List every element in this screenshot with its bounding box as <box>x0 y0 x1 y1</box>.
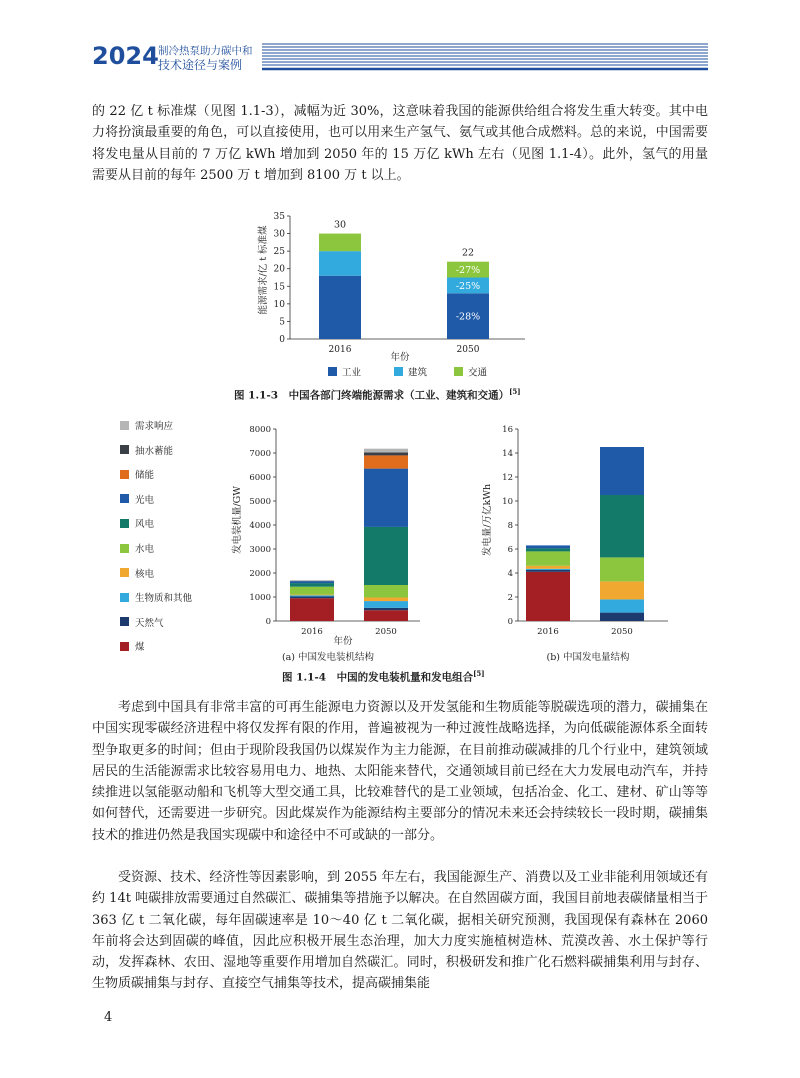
fig13-y-tick-label: 30 <box>273 229 285 240</box>
fig14a-y-tick-label: 4000 <box>249 521 271 531</box>
fig14a-bar-2050-储能 <box>364 455 408 468</box>
fig14a-bar-2050-水电 <box>364 585 408 597</box>
chart-fig-1-1-4a <box>228 420 428 662</box>
fig14-legend-label: 储能 <box>135 470 155 482</box>
fig14a-bar-2016-风电 <box>290 583 334 587</box>
fig14-legend-swatch <box>120 642 129 651</box>
fig14b-y-tick-label: 0 <box>507 617 513 627</box>
fig14a-bar-2050-抽水蓄能 <box>364 453 408 456</box>
fig14-legend-item <box>120 616 164 628</box>
fig13-legend-swatch-工业 <box>328 367 337 376</box>
fig13-category-label: 2016 <box>328 345 352 355</box>
fig14-legend-label: 天然气 <box>135 617 164 629</box>
fig14-legend-swatch <box>120 470 129 479</box>
fig14-legend-label: 风电 <box>135 519 155 531</box>
fig14-caption <box>282 669 485 685</box>
fig14-legend-swatch <box>120 617 129 626</box>
fig14b-y-tick-label: 10 <box>502 497 513 507</box>
fig14a-y-tick-label: 3000 <box>249 545 271 555</box>
fig13-legend-label-工业: 工业 <box>342 367 362 379</box>
fig14a-y-tick-label: 5000 <box>249 497 271 507</box>
fig14-legend-swatch <box>120 544 129 553</box>
fig14-legend-swatch <box>120 494 129 503</box>
fig13-y-tick-label: 20 <box>273 264 285 275</box>
fig14a-y-tick-label: 2000 <box>249 569 271 579</box>
fig14-legend-swatch <box>120 519 129 528</box>
fig14a-category-label: 2050 <box>375 627 397 637</box>
fig14-legend-label: 核电 <box>135 568 155 580</box>
fig13-total-label: 22 <box>461 247 475 259</box>
fig13-xlabel: 年份 <box>390 352 410 363</box>
fig13-legend-swatch-交通 <box>454 367 463 376</box>
fig14b-bar-2016-生物质和其他 <box>526 569 570 570</box>
fig14-legend-item <box>120 591 192 603</box>
header-title-line2: 技术途径与案例 <box>158 58 243 72</box>
fig13-y-tick-label: 5 <box>279 317 285 328</box>
fig13-y-tick-label: 25 <box>273 247 285 258</box>
fig14b-y-tick-label: 8 <box>507 521 513 531</box>
fig14b-category-label: 2016 <box>537 627 559 637</box>
fig14-legend-item <box>120 468 154 480</box>
fig14b-bar-2050-光电 <box>600 447 644 495</box>
fig14b-bar-2050-风电 <box>600 495 644 557</box>
fig14b-y-tick-label: 14 <box>502 449 513 459</box>
chart-fig-1-1-3 <box>240 198 540 380</box>
fig14b-subcaption: (b) 中国发电量结构 <box>546 652 630 662</box>
fig14-caption-text: 图 1.1-4 中国的发电装机量和发电组合 <box>282 671 474 684</box>
fig13-y-tick-label: 15 <box>273 282 285 293</box>
fig14b-bar-2050-水电 <box>600 557 644 581</box>
fig14a-bar-2016-水电 <box>290 587 334 595</box>
fig14-legend-item <box>120 493 154 505</box>
fig14b-ylabel: 发电量/万亿kWh <box>482 483 493 557</box>
fig14b-y-tick-label: 2 <box>507 593 513 603</box>
fig13-total-label: 30 <box>333 219 347 231</box>
fig14a-y-tick-label: 1000 <box>249 593 271 603</box>
fig14-legend-item <box>120 542 154 554</box>
fig14b-bar-2016-核电 <box>526 566 570 569</box>
fig13-y-tick-label: 35 <box>273 212 285 222</box>
fig14b-bar-2016-风电 <box>526 548 570 551</box>
body-paragraph-2 <box>92 697 708 846</box>
header-year: 2024 <box>92 42 159 70</box>
header-rule-lines <box>262 43 708 71</box>
fig13-caption-ref: [5] <box>509 387 521 396</box>
fig14b-y-tick-label: 4 <box>507 569 513 579</box>
fig14a-y-tick-label: 8000 <box>249 425 271 435</box>
fig14-legend-swatch <box>120 445 129 454</box>
fig14-legend-item <box>120 640 145 652</box>
header-title-line1: 制冷热泵助力碳中和 <box>158 45 253 57</box>
fig14b-bar-2016-天然气 <box>526 570 570 572</box>
fig13-caption-text: 图 1.1-3 中国各部门终端能源需求（工业、建筑和交通） <box>234 389 510 402</box>
fig14a-bar-2050-生物质和其他 <box>364 601 408 608</box>
para3-text: 受资源、技术、经济性等因素影响，到 2055 年左右，我国能源生产、消费以及工业非能利用领域还有约 14t 吨碳排放需要通过自然碳汇、碳捕集等措施予以解决。在自然固碳方面，我国目前地表碳储量相当于 363 亿 t 二氧化碳，每年固碳速率是 10～40 亿 t 二氧化碳，据相关研究预测，我国现保有森林在 2060 年前将会达到固碳的峰值，因此应积极开展生态治理，加大力度实施植树造林、荒漠改善、水土保护等行动，发挥森林、农田、湿地等重要作用增加自然碳汇。同时，积极研发和推广化石燃料碳捕集利用与封存、生物质碳捕集与封存、直接空气捕集等技术，提高碳捕集能 <box>92 870 708 992</box>
fig14a-bar-2016-煤 <box>290 598 334 621</box>
fig14a-y-tick-label: 7000 <box>249 449 271 459</box>
fig14-legend-label: 水电 <box>135 544 155 555</box>
fig14-legend-swatch <box>120 568 129 577</box>
fig14-legend-swatch <box>120 421 129 430</box>
fig14a-bar-2050-天然气 <box>364 608 408 610</box>
fig14-legend-label: 煤 <box>135 642 145 654</box>
fig13-bar-2016-工业 <box>319 276 361 339</box>
fig13-y-tick-label: 10 <box>273 299 285 310</box>
fig14-legend-label: 光电 <box>135 494 155 506</box>
fig14b-bar-2016-水电 <box>526 551 570 565</box>
page-number: 4 <box>104 1010 113 1025</box>
fig14a-ylabel: 发电装机量/GW <box>232 485 243 555</box>
fig14-caption-ref: [5] <box>473 669 485 678</box>
fig13-data-label: -25% <box>455 280 481 292</box>
fig13-bar-2016-交通 <box>319 234 361 252</box>
fig13-data-label: -28% <box>455 311 481 323</box>
fig13-category-label: 2050 <box>456 345 480 355</box>
fig14a-subcaption: (a) 中国发电装机结构 <box>281 652 375 662</box>
fig13-ylabel: 能源需求/亿 t 标准煤 <box>258 225 269 315</box>
fig14-legend-label: 需求响应 <box>135 421 174 432</box>
fig14b-y-tick-label: 6 <box>507 545 513 555</box>
fig13-caption <box>234 387 521 403</box>
fig14b-category-label: 2050 <box>611 627 633 637</box>
fig14-legend-label: 抽水蓄能 <box>135 445 174 457</box>
fig14-legend-item <box>120 444 173 456</box>
fig14a-bar-2016-生物质和其他 <box>290 595 334 596</box>
fig13-y-tick-label: 0 <box>279 335 285 345</box>
fig13-legend-label-建筑: 建筑 <box>408 367 428 379</box>
fig14a-bar-2050-煤 <box>364 610 408 621</box>
fig14a-y-tick-label: 0 <box>265 617 271 627</box>
fig14a-category-label: 2016 <box>301 627 323 637</box>
chart-fig-1-1-4b <box>478 420 678 662</box>
fig14a-bar-2016-光电 <box>290 581 334 583</box>
fig14a-bar-2050-风电 <box>364 527 408 585</box>
fig13-legend-label-交通: 交通 <box>468 367 488 379</box>
fig14-legend-item <box>120 517 154 529</box>
fig14a-bar-2016-核电 <box>290 595 334 596</box>
fig14b-y-tick-label: 12 <box>502 473 513 483</box>
top-paragraph <box>92 101 708 186</box>
fig14b-bar-2050-天然气 <box>600 613 644 621</box>
fig14-legend-label: 生物质和其他 <box>135 593 193 605</box>
top-paragraph-text: 的 22 亿 t 标准煤（见图 1.1-3），减幅为近 30%，这意味着我国的能源供给组合将发生重大转变。其中电力将扮演最重要的角色，可以直接使用，也可以用来生产氢气、氨气或其他合成燃料。总的来说，中国需要将发电量从目前的 7 万亿 kWh 增加到 2050 年的 15 万亿 kWh 左右（见图 1.1-4）。此外，氢气的用量需要从目前的每年 2500 万 t 增加到 8100 万 t 以上。 <box>92 104 708 183</box>
fig14b-bar-2016-光电 <box>526 545 570 548</box>
fig14b-bar-2050-生物质和其他 <box>600 599 644 612</box>
fig13-bar-2016-建筑 <box>319 251 361 276</box>
fig14b-bar-2050-核电 <box>600 581 644 599</box>
fig14a-bar-2016-天然气 <box>290 597 334 599</box>
fig14a-xlabel: 年份 <box>333 636 353 647</box>
para2-text: 考虑到中国具有非常丰富的可再生能源电力资源以及开发氢能和生物质能等脱碳选项的潜力，碳捕集在中国实现零碳经济进程中将仅发挥有限的作用，普遍被视为一种过渡性战略选择，为向低碳能源体系全面转型争取更多的时间；但由于现阶段我国仍以煤炭作为主力能源，在目前推动碳减排的几个行业中，建筑领域居民的生活能源需求比较容易用电力、地热、太阳能来替代，交通领域目前已经在大力发展电动汽车，并持续推进以氢能驱动船和飞机等大型交通工具，比较难替代的是工业领域，包括冶金、化工、建材、矿山等等如何替代，还需要进一步研究。因此煤炭作为能源结构主要部分的情况未来还会持续较长一段时期，碳捕集技术的推进仍然是我国实现碳中和途径中不可或缺的一部分。 <box>92 700 708 843</box>
fig13-data-label: -27% <box>455 265 481 277</box>
fig14a-y-tick-label: 6000 <box>249 473 271 483</box>
fig14-legend-item <box>120 419 173 431</box>
fig14a-bar-2050-需求响应 <box>364 449 408 453</box>
fig14b-bar-2016-煤 <box>526 572 570 621</box>
fig14a-bar-2050-光电 <box>364 469 408 527</box>
fig14-legend-item <box>120 567 154 579</box>
fig14-legend-swatch <box>120 593 129 602</box>
fig13-legend <box>328 367 488 379</box>
fig14b-y-tick-label: 16 <box>502 425 513 435</box>
fig14a-bar-2050-核电 <box>364 597 408 601</box>
fig13-legend-swatch-建筑 <box>394 367 403 376</box>
body-paragraph-3 <box>92 867 708 995</box>
